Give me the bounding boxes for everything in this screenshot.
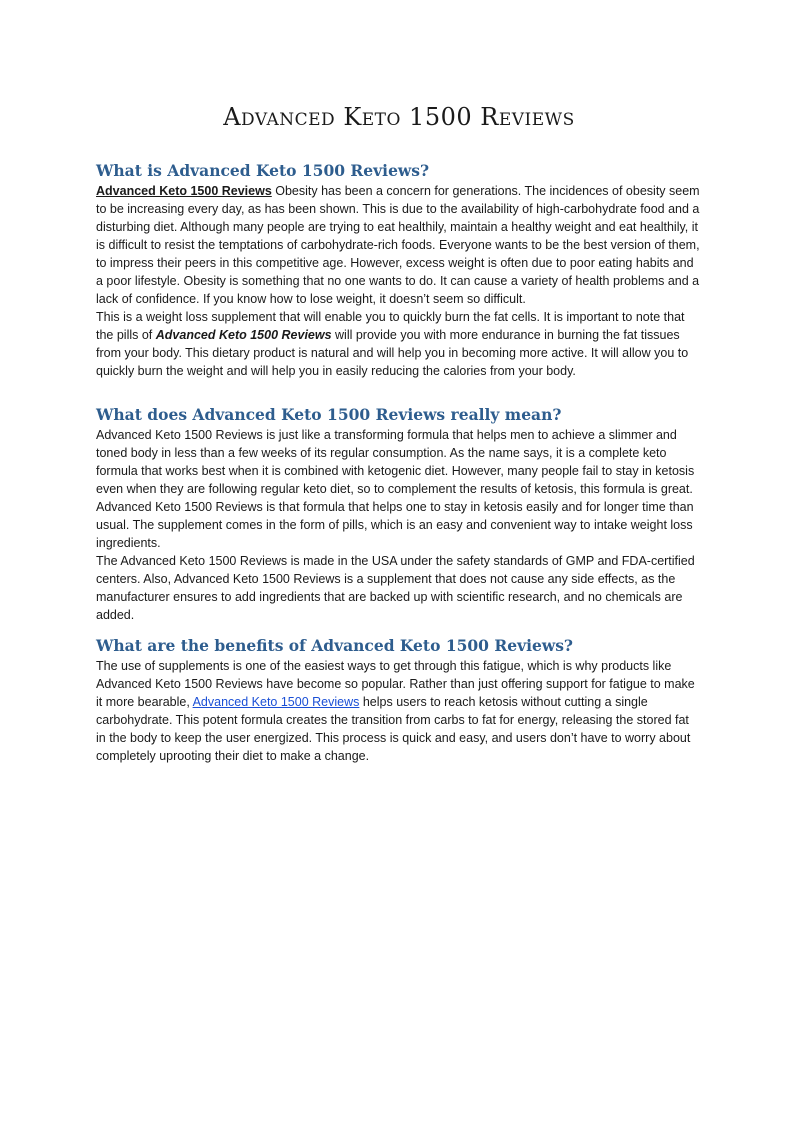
emphasized-product-name: Advanced Keto 1500 Reviews (155, 328, 332, 342)
document-page (96, 0, 702, 765)
document-title: Advanced Keto 1500 Reviews (223, 103, 575, 131)
section-benefits-paragraph-1 (96, 657, 702, 765)
section-heading-what-is: What is Advanced Keto 1500 Reviews? (96, 161, 430, 180)
product-link[interactable]: Advanced Keto 1500 Reviews (192, 695, 360, 709)
section-meaning-paragraph-3: The Advanced Keto 1500 Reviews is made in the USA under the safety standards of GMP and FDA-certified centers. Also, Advanced Keto 1500 Reviews is a supplement that does not cause any side effects, as the manufacturer ensures to add ingredients that are backed up with scientific research, and no chemicals are added. (96, 554, 695, 622)
section-heading-what-does-mean: What does Advanced Keto 1500 Reviews really mean? (96, 405, 562, 424)
paragraph-text: Obesity has been a concern for generations. The incidences of obesity seem to be increasing every day, as has been shown. This is due to the availability of high-carbohydrate food and a disturbing diet. Although many people are trying to eat healthily, maintain a healthy weight and eat healthily, it is difficult to resist the temptations of carbohydrate-rich foods. Everyone wants to be the best version of them, to impress their peers in this competitive age. However, excess weight is often due to poor eating habits and a poor lifestyle. Obesity is something that no one wants to do. It can cause a variety of health problems and a lack of confidence. If you know how to lose weight, it doesn’t seem so difficult. (96, 184, 700, 306)
paragraph-text: will provide you with more endurance in burning the fat tissues from your body. This dietary product is natural and will help you in becoming more active. It will allow you to quickly burn the weight and will help you in easily reducing the calories from your body. (96, 328, 689, 378)
paragraph-text: helps users to reach ketosis without cutting a single carbohydrate. This potent formula creates the transition from carbs to fat for energy, releasing the stored fat in the body to keep the user energized. This process is quick and easy, and users don’t have to worry about completely uprooting their diet to make a change. (96, 695, 691, 763)
section-what-is-paragraph-2 (96, 308, 702, 380)
paragraph-text: This is a weight loss supplement that will enable you to quickly burn the fat cells. It is important to note that the pills of (96, 310, 685, 342)
section-meaning-paragraph-1: Advanced Keto 1500 Reviews is just like a transforming formula that helps men to achieve a slimmer and toned body in less than a few weeks of its regular consumption. As the name says, it is a complete keto formula that works best when it is combined with ketogenic diet. However, many people fail to stay in ketosis even when they are following regular keto diet, so to complement the results of ketosis, this formula is great. (96, 428, 695, 496)
section-meaning-paragraph-2: Advanced Keto 1500 Reviews is that formula that helps one to stay in ketosis easily and for longer time than usual. The supplement comes in the form of pills, which is an easy and convenient way to intake weight loss ingredients. (96, 500, 694, 550)
paragraph-text: The use of supplements is one of the easiest ways to get through this fatigue, which is why products like Advanced Keto 1500 Reviews have become so popular. Rather than just offering support for fatigue to make it more bearable, (96, 659, 695, 709)
section-heading-benefits: What are the benefits of Advanced Keto 1500 Reviews? (96, 636, 574, 655)
lead-product-name: Advanced Keto 1500 Reviews (96, 184, 272, 198)
section-what-is-paragraph-1 (96, 182, 702, 308)
